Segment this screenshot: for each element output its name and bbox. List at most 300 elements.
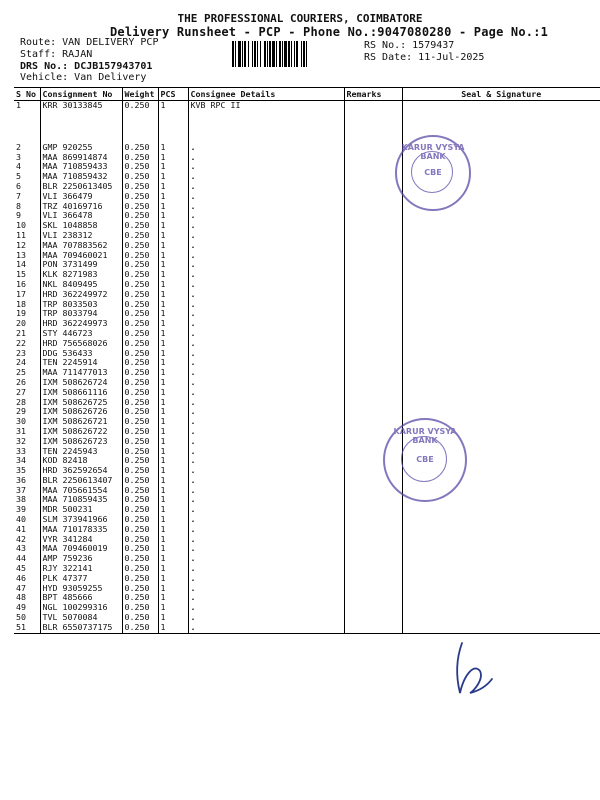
cell-remarks [344, 515, 402, 525]
table-row [14, 319, 600, 329]
cell-consignee: . [188, 476, 344, 486]
cell-seal [402, 309, 600, 319]
cell-consignment: HYD 93059255 [40, 584, 122, 594]
cell-remarks [344, 231, 402, 241]
cell-sno: 41 [16, 524, 26, 534]
cell-weight: 0.250 [122, 447, 158, 457]
cell-weight: 0.250 [122, 505, 158, 515]
cell-pcs: 1 [158, 378, 188, 388]
cell-weight: 0.250 [122, 535, 158, 545]
cell-pcs: 1 [158, 407, 188, 417]
cell-consignment: IXM 508626722 [40, 427, 122, 437]
table-row [14, 280, 600, 290]
cell-pcs: 1 [158, 319, 188, 329]
table-row [14, 447, 600, 457]
col-header-remarks: Remarks [344, 88, 402, 101]
cell-sno: 9 [16, 211, 21, 221]
cell-pcs: 1 [158, 270, 188, 280]
cell-pcs: 1 [158, 486, 188, 496]
cell-consignment: TRZ 40169716 [40, 202, 122, 212]
cell-remarks [344, 309, 402, 319]
cell-consignee: . [188, 153, 344, 163]
cell-weight: 0.250 [122, 221, 158, 231]
cell-consignee: . [188, 211, 344, 221]
table-row [14, 339, 600, 349]
table-row [14, 613, 600, 623]
cell-weight: 0.250 [122, 290, 158, 300]
cell-consignee: . [188, 456, 344, 466]
cell-sno: 43 [16, 544, 26, 554]
cell-seal [402, 251, 600, 261]
cell-remarks [344, 143, 402, 153]
cell-seal [402, 505, 600, 515]
cell-pcs: 1 [158, 623, 188, 633]
table-row [14, 486, 600, 496]
staff-label: Staff: RAJAN [20, 49, 93, 60]
cell-remarks [344, 101, 402, 111]
cell-sno: 11 [16, 230, 26, 240]
cell-sno: 27 [16, 387, 26, 397]
cell-seal [402, 329, 600, 339]
rs-number: RS No.: 1579437 [364, 40, 455, 51]
cell-weight: 0.250 [122, 564, 158, 574]
cell-weight: 0.250 [122, 427, 158, 437]
cell-weight: 0.250 [122, 358, 158, 368]
cell-remarks [344, 260, 402, 270]
cell-consignee: . [188, 398, 344, 408]
cell-sno: 49 [16, 603, 26, 613]
cell-consignee: . [188, 388, 344, 398]
cell-sno: 38 [16, 495, 26, 505]
cell-consignment: HRD 756568026 [40, 339, 122, 349]
cell-pcs: 1 [158, 613, 188, 623]
cell-weight: 0.250 [122, 388, 158, 398]
cell-consignee: . [188, 172, 344, 182]
cell-remarks [344, 368, 402, 378]
table-row [14, 623, 600, 633]
cell-remarks [344, 623, 402, 633]
table-row [14, 290, 600, 300]
cell-sno: 46 [16, 573, 26, 583]
cell-consignee: . [188, 447, 344, 457]
table-row [14, 437, 600, 447]
cell-sno: 39 [16, 505, 26, 515]
cell-sno: 8 [16, 201, 21, 211]
cell-seal [402, 358, 600, 368]
cell-seal [402, 525, 600, 535]
cell-pcs: 1 [158, 466, 188, 476]
table-row [14, 241, 600, 251]
cell-consignment: IXM 508626721 [40, 417, 122, 427]
cell-consignment: SLM 373941966 [40, 515, 122, 525]
cell-consignment: VYR 341284 [40, 535, 122, 545]
cell-consignee: . [188, 300, 344, 310]
cell-remarks [344, 544, 402, 554]
cell-weight: 0.250 [122, 574, 158, 584]
vehicle-label: Vehicle: Van Delivery [20, 72, 147, 83]
drs-number: DRS No.: DCJB157943701 [20, 61, 153, 72]
cell-weight: 0.250 [122, 584, 158, 594]
cell-consignee: . [188, 202, 344, 212]
cell-sno: 10 [16, 221, 26, 231]
cell-seal [402, 319, 600, 329]
cell-remarks [344, 574, 402, 584]
cell-pcs: 1 [158, 260, 188, 270]
cell-seal [402, 535, 600, 545]
stamp-1-center: CBE [424, 168, 442, 177]
cell-remarks [344, 378, 402, 388]
cell-remarks [344, 280, 402, 290]
cell-consignee: . [188, 280, 344, 290]
route-label: Route: VAN DELIVERY PCP [20, 37, 159, 48]
cell-seal [402, 280, 600, 290]
table-row [14, 309, 600, 319]
cell-sno: 47 [16, 583, 26, 593]
table-row [14, 202, 600, 212]
cell-consignee: . [188, 613, 344, 623]
cell-weight: 0.250 [122, 319, 158, 329]
cell-remarks [344, 182, 402, 192]
cell-pcs: 1 [158, 221, 188, 231]
cell-pcs: 1 [158, 300, 188, 310]
cell-consignment: VLI 366479 [40, 192, 122, 202]
cell-consignee: . [188, 623, 344, 633]
cell-weight: 0.250 [122, 486, 158, 496]
cell-sno: 19 [16, 309, 26, 319]
cell-consignee: . [188, 593, 344, 603]
cell-consignee: KVB RPC II [188, 101, 344, 111]
cell-weight: 0.250 [122, 613, 158, 623]
cell-seal [402, 398, 600, 408]
cell-consignment: IXM 508626724 [40, 378, 122, 388]
cell-pcs: 1 [158, 554, 188, 564]
cell-sno: 44 [16, 554, 26, 564]
cell-pcs: 1 [158, 251, 188, 261]
cell-weight: 0.250 [122, 603, 158, 613]
table-row [14, 466, 600, 476]
cell-pcs: 1 [158, 584, 188, 594]
cell-consignment: SKL 1048858 [40, 221, 122, 231]
cell-seal [402, 584, 600, 594]
table-row [14, 505, 600, 515]
cell-sno: 35 [16, 466, 26, 476]
stamp-2-text: KARUR VYSYA BANK [393, 427, 457, 445]
runsheet-subtitle: Delivery Runsheet - PCP - Phone No.:9047080280 - Page No.:1 [110, 25, 549, 39]
table-row [14, 231, 600, 241]
table-row [14, 407, 600, 417]
cell-consignee: . [188, 554, 344, 564]
cell-consignment: HRD 362249973 [40, 319, 122, 329]
cell-consignee: . [188, 358, 344, 368]
cell-consignment: MAA 707883562 [40, 241, 122, 251]
cell-seal [402, 515, 600, 525]
cell-weight: 0.250 [122, 300, 158, 310]
cell-pcs: 1 [158, 505, 188, 515]
col-header-sno: S No [14, 88, 40, 101]
cell-sno: 13 [16, 250, 26, 260]
cell-remarks [344, 162, 402, 172]
cell-remarks [344, 535, 402, 545]
cell-consignment: MAA 710178335 [40, 525, 122, 535]
cell-consignee: . [188, 251, 344, 261]
cell-remarks [344, 290, 402, 300]
cell-seal [402, 349, 600, 359]
cell-consignee: . [188, 260, 344, 270]
cell-pcs: 1 [158, 368, 188, 378]
cell-seal [402, 603, 600, 613]
cell-weight: 0.250 [122, 231, 158, 241]
cell-pcs: 1 [158, 437, 188, 447]
cell-consignee: . [188, 309, 344, 319]
cell-seal [402, 368, 600, 378]
cell-seal [402, 544, 600, 554]
cell-pcs: 1 [158, 153, 188, 163]
cell-weight: 0.250 [122, 378, 158, 388]
cell-remarks [344, 339, 402, 349]
cell-consignment: BPT 485666 [40, 593, 122, 603]
cell-sno: 30 [16, 417, 26, 427]
table-header-row [14, 88, 600, 101]
cell-pcs: 1 [158, 358, 188, 368]
bank-stamp-1 [395, 135, 471, 211]
table-row [14, 535, 600, 545]
cell-seal [402, 378, 600, 388]
cell-consignment: RJY 322141 [40, 564, 122, 574]
cell-pcs: 1 [158, 329, 188, 339]
cell-consignee: . [188, 368, 344, 378]
cell-weight: 0.250 [122, 182, 158, 192]
cell-sno: 36 [16, 475, 26, 485]
cell-consignment: BLR 6550737175 [40, 623, 122, 633]
cell-sno: 22 [16, 338, 26, 348]
cell-weight: 0.250 [122, 202, 158, 212]
cell-consignee: . [188, 525, 344, 535]
cell-weight: 0.250 [122, 211, 158, 221]
cell-pcs: 1 [158, 535, 188, 545]
cell-sno: 1 [16, 100, 21, 110]
cell-seal [402, 613, 600, 623]
table-row [14, 211, 600, 221]
cell-sno: 37 [16, 485, 26, 495]
cell-seal [402, 388, 600, 398]
cell-pcs: 1 [158, 447, 188, 457]
table-row [14, 368, 600, 378]
cell-seal [402, 231, 600, 241]
cell-remarks [344, 221, 402, 231]
cell-weight: 0.250 [122, 544, 158, 554]
barcode [232, 41, 360, 67]
cell-remarks [344, 388, 402, 398]
cell-consignee: . [188, 162, 344, 172]
cell-consignment: IXM 508661116 [40, 388, 122, 398]
cell-consignee: . [188, 466, 344, 476]
cell-sno: 16 [16, 279, 26, 289]
cell-weight: 0.250 [122, 525, 158, 535]
cell-pcs: 1 [158, 162, 188, 172]
rs-date: RS Date: 11-Jul-2025 [364, 52, 485, 63]
cell-remarks [344, 241, 402, 251]
cell-pcs: 1 [158, 476, 188, 486]
table-row [14, 300, 600, 310]
cell-remarks [344, 417, 402, 427]
cell-sno: 2 [16, 142, 21, 152]
cell-seal [402, 574, 600, 584]
cell-sno: 25 [16, 368, 26, 378]
stamp-2-center: CBE [416, 455, 434, 464]
cell-pcs: 1 [158, 525, 188, 535]
cell-sno: 24 [16, 358, 26, 368]
cell-pcs: 1 [158, 349, 188, 359]
cell-sno: 28 [16, 397, 26, 407]
table-row [14, 221, 600, 231]
cell-pcs: 1 [158, 101, 188, 111]
table-row [14, 398, 600, 408]
cell-remarks [344, 554, 402, 564]
cell-weight: 0.250 [122, 349, 158, 359]
cell-remarks [344, 192, 402, 202]
cell-weight: 0.250 [122, 593, 158, 603]
cell-sno: 42 [16, 534, 26, 544]
cell-remarks [344, 319, 402, 329]
cell-remarks [344, 584, 402, 594]
cell-remarks [344, 593, 402, 603]
cell-remarks [344, 172, 402, 182]
cell-pcs: 1 [158, 564, 188, 574]
cell-remarks [344, 202, 402, 212]
cell-consignment: VLI 238312 [40, 231, 122, 241]
cell-consignee: . [188, 339, 344, 349]
cell-pcs: 1 [158, 544, 188, 554]
cell-seal [402, 564, 600, 574]
cell-pcs: 1 [158, 388, 188, 398]
table-row [14, 603, 600, 613]
cell-consignment: HRD 362249972 [40, 290, 122, 300]
table-row [14, 495, 600, 505]
cell-sno: 51 [14, 623, 40, 633]
cell-consignment: KLK 8271983 [40, 270, 122, 280]
cell-remarks [344, 270, 402, 280]
cell-consignee: . [188, 574, 344, 584]
cell-consignment: TEN 2245914 [40, 358, 122, 368]
cell-seal [402, 623, 600, 633]
cell-consignment: MAA 869914874 [40, 153, 122, 163]
cell-consignee: . [188, 192, 344, 202]
cell-consignment: NGL 100299316 [40, 603, 122, 613]
cell-consignment: KOD 82418 [40, 456, 122, 466]
cell-consignment: GMP 920255 [40, 143, 122, 153]
stamp-1-text: KARUR VYSYA BANK [401, 143, 465, 161]
bank-stamp-2 [383, 418, 467, 502]
cell-weight: 0.250 [122, 270, 158, 280]
cell-sno: 31 [16, 426, 26, 436]
cell-sno: 14 [16, 260, 26, 270]
cell-weight: 0.250 [122, 407, 158, 417]
cell-pcs: 1 [158, 603, 188, 613]
cell-sno: 17 [16, 289, 26, 299]
cell-sno: 7 [16, 191, 21, 201]
cell-pcs: 1 [158, 231, 188, 241]
cell-weight: 0.250 [122, 280, 158, 290]
cell-pcs: 1 [158, 211, 188, 221]
cell-weight: 0.250 [122, 368, 158, 378]
cell-weight: 0.250 [122, 554, 158, 564]
cell-pcs: 1 [158, 593, 188, 603]
cell-weight: 0.250 [122, 192, 158, 202]
cell-remarks [344, 398, 402, 408]
cell-consignment: MAA 710859435 [40, 495, 122, 505]
cell-consignment: VLI 366478 [40, 211, 122, 221]
table-row [14, 388, 600, 398]
cell-consignee: . [188, 584, 344, 594]
cell-remarks [344, 603, 402, 613]
table-row [14, 192, 600, 202]
cell-consignment: DDG 536433 [40, 349, 122, 359]
cell-consignee: . [188, 329, 344, 339]
cell-pcs: 1 [158, 202, 188, 212]
cell-consignee: . [188, 378, 344, 388]
cell-pcs: 1 [158, 398, 188, 408]
col-header-consignee: Consignee Details [188, 88, 344, 101]
cell-consignee: . [188, 270, 344, 280]
cell-remarks [344, 329, 402, 339]
table-row [14, 162, 600, 172]
cell-pcs: 1 [158, 182, 188, 192]
cell-weight: 0.250 [122, 143, 158, 153]
cell-consignment: STY 446723 [40, 329, 122, 339]
table-row [14, 270, 600, 280]
cell-weight: 0.250 [122, 466, 158, 476]
cell-seal [402, 554, 600, 564]
cell-weight: 0.250 [122, 398, 158, 408]
cell-seal [402, 339, 600, 349]
cell-consignee: . [188, 349, 344, 359]
cell-remarks [344, 153, 402, 163]
table-row [14, 564, 600, 574]
cell-consignee: . [188, 544, 344, 554]
cell-consignment: PON 3731499 [40, 260, 122, 270]
cell-sno: 32 [16, 436, 26, 446]
cell-pcs: 1 [158, 427, 188, 437]
cell-consignment: IXM 508626723 [40, 437, 122, 447]
cell-remarks [344, 613, 402, 623]
cell-pcs: 1 [158, 172, 188, 182]
cell-weight: 0.250 [122, 241, 158, 251]
cell-weight: 0.250 [122, 329, 158, 339]
cell-consignment: MAA 710859432 [40, 172, 122, 182]
cell-consignee: . [188, 231, 344, 241]
cell-weight: 0.250 [122, 162, 158, 172]
cell-seal [402, 300, 600, 310]
table-row [14, 260, 600, 270]
cell-sno: 20 [16, 319, 26, 329]
cell-remarks [344, 407, 402, 417]
cell-consignee: . [188, 505, 344, 515]
table-row [14, 593, 600, 603]
cell-consignment: MAA 710859433 [40, 162, 122, 172]
cell-consignment: MAA 711477013 [40, 368, 122, 378]
cell-consignment: TVL 5070084 [40, 613, 122, 623]
cell-pcs: 1 [158, 241, 188, 251]
cell-sno: 4 [16, 162, 21, 172]
table-row [14, 329, 600, 339]
cell-seal [402, 101, 600, 111]
cell-weight: 0.250 [122, 437, 158, 447]
cell-consignment: HRD 362592654 [40, 466, 122, 476]
cell-seal [402, 290, 600, 300]
cell-sno: 12 [16, 240, 26, 250]
table-row [14, 182, 600, 192]
cell-seal [402, 211, 600, 221]
